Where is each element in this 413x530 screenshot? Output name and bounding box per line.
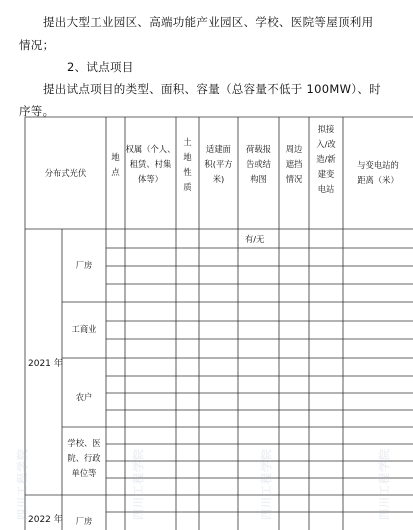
cell-load-report-value: 有/无 (245, 234, 265, 244)
header-area: 适建面 积(平方 米) (204, 144, 233, 184)
watermark: 四川工程学院 (378, 448, 391, 520)
section-heading: 2、试点项目 (67, 60, 134, 74)
category-factory-2022: 厂房 (75, 516, 93, 526)
category-school-hospital: 学校、医 院、行政 单位等 (67, 438, 101, 478)
header-location: 地 点 (111, 152, 120, 177)
paragraph-line-3: 提出试点项目的类型、面积、容量（总容量不低于 100MW）、时 (43, 82, 381, 96)
category-commercial: 工商业 (71, 324, 97, 334)
category-factory: 厂房 (75, 260, 93, 270)
category-farmer: 农户 (75, 392, 93, 402)
watermark: 四川工程学院 (132, 448, 145, 520)
paragraph-line-4: 序等。 (19, 104, 55, 118)
header-substation: 拟接 入/改 造/新 建变 电站 (316, 124, 336, 194)
header-distance: 与变电站的 距离（米） (357, 160, 399, 185)
header-ownership: 权属（个人、 租赁、村集 体等） (125, 144, 176, 184)
header-shading: 周边 遮挡 情况 (285, 144, 303, 184)
header-land-nature: 土 地 性 质 (183, 137, 192, 192)
watermark: 四川工程学院 (16, 448, 29, 520)
paragraph-line-2: 情况； (19, 38, 55, 52)
paragraph-line-1: 提出大型工业园区、高端功能产业园区、学校、医院等屋顶利用 (43, 15, 374, 29)
header-type: 分布式光伏 (44, 168, 87, 178)
watermark: 四川工程学院 (260, 448, 273, 520)
year-2022: 2022 年 (28, 515, 63, 525)
header-load-report: 荷载报 告或结 构图 (246, 144, 271, 184)
year-2021: 2021 年 (28, 359, 63, 369)
